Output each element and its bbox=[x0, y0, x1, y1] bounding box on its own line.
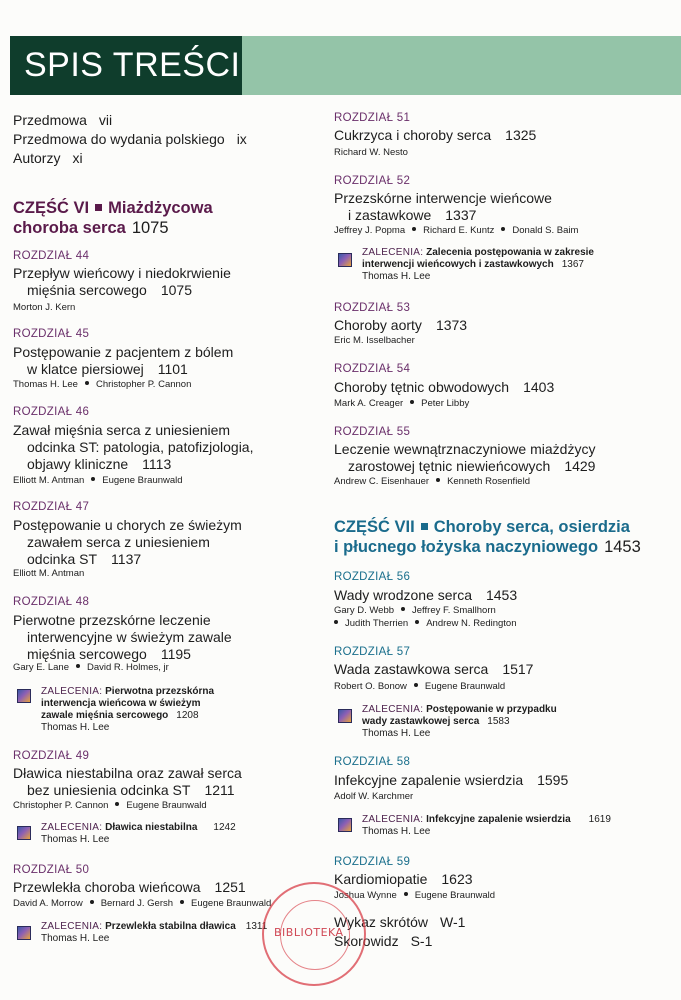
chapter-title[interactable]: Dławica niestabilna oraz zawał serca bez uniesienia odcinka ST 1211 bbox=[13, 765, 242, 798]
chapter-title[interactable]: Zawał mięśnia serca z uniesieniem odcinka ST: patologia, patofizjologia, objawy kliniczne 1113 bbox=[13, 422, 254, 472]
chapter-authors: Morton J. Kern bbox=[13, 302, 76, 313]
header-banner bbox=[10, 36, 681, 95]
chapter-authors: Richard W. Nesto bbox=[334, 147, 408, 158]
recommendations-icon bbox=[338, 709, 352, 723]
chapter-authors: Andrew C. Eisenhauer Kenneth Rosenfield bbox=[334, 476, 530, 487]
chapter-title[interactable]: Choroby aorty 1373 bbox=[334, 317, 468, 333]
recommendations-icon bbox=[17, 826, 31, 840]
chapter-authors: Thomas H. Lee Christopher P. Cannon bbox=[13, 379, 192, 390]
chapter-title[interactable]: Cukrzyca i choroby serca 1325 bbox=[334, 127, 537, 143]
chapter-authors: Jeffrey J. Popma Richard E. Kuntz Donald S. Baim bbox=[334, 225, 579, 236]
chapter-title[interactable]: Wada zastawkowa serca 1517 bbox=[334, 661, 534, 677]
chapter-label: ROZDZIAŁ 45 bbox=[13, 328, 90, 340]
chapter-label: ROZDZIAŁ 49 bbox=[13, 750, 90, 762]
chapter-authors: Gary D. Webb Jeffrey F. Smallhorn bbox=[334, 605, 496, 616]
chapter-label: ROZDZIAŁ 59 bbox=[334, 856, 411, 868]
recommendations-icon bbox=[338, 818, 352, 832]
chapter-title[interactable]: Leczenie wewnątrznaczyniowe miażdżycy zarostowej tętnic niewieńcowych 1429 bbox=[334, 441, 596, 474]
recommendations-entry[interactable]: ZALECENIA: Przewlekła stabilna dławica 1311 Thomas H. Lee bbox=[41, 921, 268, 944]
chapter-label: ROZDZIAŁ 57 bbox=[334, 646, 411, 658]
recommendations-icon bbox=[338, 253, 352, 267]
chapter-label: ROZDZIAŁ 54 bbox=[334, 363, 411, 375]
chapter-label: ROZDZIAŁ 44 bbox=[13, 250, 90, 262]
chapter-label: ROZDZIAŁ 52 bbox=[334, 175, 411, 187]
chapter-authors: Gary E. Lane David R. Holmes, jr bbox=[13, 662, 169, 673]
chapter-title[interactable]: Wady wrodzone serca 1453 bbox=[334, 587, 518, 603]
toc-entry-index[interactable]: Skorowidz S-1 bbox=[334, 933, 433, 949]
part-heading-6[interactable]: CZĘŚĆ VI Miażdżycowa choroba serca 1075 bbox=[13, 199, 213, 237]
toc-entry-polish-preface[interactable]: Przedmowa do wydania polskiego ix bbox=[13, 131, 247, 147]
chapter-authors: Adolf W. Karchmer bbox=[334, 791, 414, 802]
toc-entry-authors[interactable]: Autorzy xi bbox=[13, 150, 83, 166]
chapter-authors: Eric M. Isselbacher bbox=[334, 335, 415, 346]
chapter-label: ROZDZIAŁ 46 bbox=[13, 406, 90, 418]
page-title: SPIS TREŚCI bbox=[10, 36, 242, 95]
stamp-label: BIBLIOTEKA bbox=[274, 926, 344, 939]
chapter-label: ROZDZIAŁ 58 bbox=[334, 756, 411, 768]
recommendations-entry[interactable]: ZALECENIA: Zalecenia postępowania w zakresie interwencji wieńcowych i zastawkowych 1367 Thomas H. Lee bbox=[362, 247, 594, 282]
toc-entry-preface[interactable]: Przedmowa vii bbox=[13, 112, 113, 128]
recommendations-entry[interactable]: ZALECENIA: Postępowanie w przypadku wady zastawkowej serca 1583 Thomas H. Lee bbox=[362, 704, 557, 739]
chapter-title[interactable]: Przezskórne interwencje wieńcowe i zastawkowe 1337 bbox=[334, 190, 552, 223]
square-bullet-icon bbox=[421, 523, 428, 530]
chapter-authors: Joshua Wynne Eugene Braunwald bbox=[334, 890, 496, 901]
chapter-label: ROZDZIAŁ 48 bbox=[13, 596, 90, 608]
chapter-authors: Elliott M. Antman Eugene Braunwald bbox=[13, 475, 183, 486]
recommendations-entry[interactable]: ZALECENIA: Pierwotna przezskórna interwencja wieńcowa w świeżym zawale mięśnia sercowego 1208 Thomas H. Lee bbox=[41, 686, 215, 733]
recommendations-entry[interactable]: ZALECENIA: Infekcyjne zapalenie wsierdzia 1619 Thomas H. Lee bbox=[362, 814, 611, 837]
chapter-label: ROZDZIAŁ 56 bbox=[334, 571, 411, 583]
chapter-authors: Elliott M. Antman bbox=[13, 568, 85, 579]
chapter-title[interactable]: Infekcyjne zapalenie wsierdzia 1595 bbox=[334, 772, 569, 788]
part-heading-7[interactable]: CZĘŚĆ VII Choroby serca, osierdzia i płucnego łożyska naczyniowego 1453 bbox=[334, 518, 641, 556]
chapter-authors: David A. Morrow Bernard J. Gersh Eugene Braunwald bbox=[13, 898, 272, 909]
chapter-title[interactable]: Postępowanie u chorych ze świeżym zawałem serca z uniesieniem odcinka ST 1137 bbox=[13, 517, 242, 567]
chapter-authors: Robert O. Bonow Eugene Braunwald bbox=[334, 681, 506, 692]
recommendations-icon bbox=[17, 926, 31, 940]
chapter-label: ROZDZIAŁ 47 bbox=[13, 501, 90, 513]
chapter-label: ROZDZIAŁ 51 bbox=[334, 112, 411, 124]
chapter-label: ROZDZIAŁ 53 bbox=[334, 302, 411, 314]
chapter-title[interactable]: Przepływ wieńcowy i niedokrwienie mięśnia sercowego 1075 bbox=[13, 265, 231, 298]
toc-entry-abbreviations[interactable]: Wykaz skrótów W-1 bbox=[334, 914, 466, 930]
chapter-title[interactable]: Przewlekła choroba wieńcowa 1251 bbox=[13, 879, 246, 895]
library-stamp bbox=[262, 882, 366, 986]
chapter-title[interactable]: Kardiomiopatie 1623 bbox=[334, 871, 473, 887]
chapter-authors: Judith Therrien Andrew N. Redington bbox=[334, 618, 517, 629]
chapter-label: ROZDZIAŁ 55 bbox=[334, 426, 411, 438]
recommendations-entry[interactable]: ZALECENIA: Dławica niestabilna 1242 Thomas H. Lee bbox=[41, 822, 236, 845]
recommendations-icon bbox=[17, 689, 31, 703]
chapter-authors: Mark A. Creager Peter Libby bbox=[334, 398, 470, 409]
square-bullet-icon bbox=[95, 204, 102, 211]
chapter-title[interactable]: Pierwotne przezskórne leczenie interwencyjne w świeżym zawale mięśnia sercowego 1195 bbox=[13, 612, 232, 662]
chapter-title[interactable]: Postępowanie z pacjentem z bólem w klatce piersiowej 1101 bbox=[13, 344, 234, 377]
chapter-title[interactable]: Choroby tętnic obwodowych 1403 bbox=[334, 379, 555, 395]
chapter-authors: Christopher P. Cannon Eugene Braunwald bbox=[13, 800, 207, 811]
chapter-label: ROZDZIAŁ 50 bbox=[13, 864, 90, 876]
